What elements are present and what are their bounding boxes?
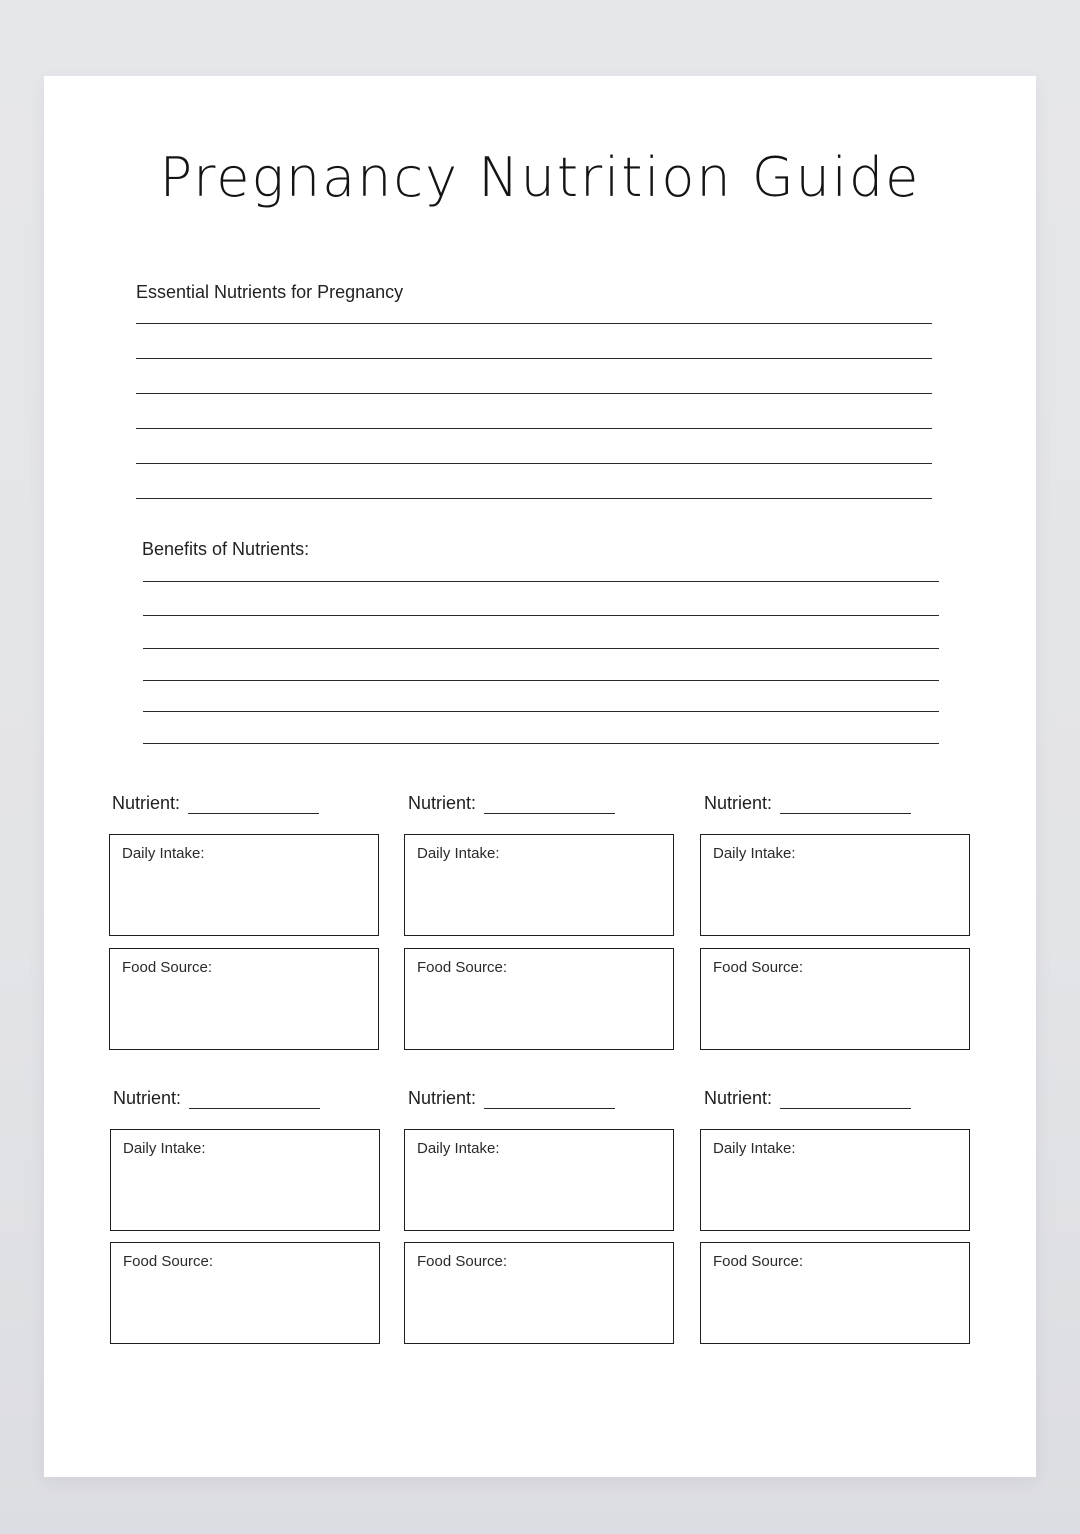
food-source-label: Food Source: <box>417 1253 508 1270</box>
essential-writing-line-3[interactable] <box>136 393 932 394</box>
benefits-label: Benefits of Nutrients: <box>142 539 310 559</box>
nutrient-name-blank[interactable] <box>189 1094 320 1109</box>
food-source-label: Food Source: <box>713 959 804 976</box>
food-source-box[interactable] <box>700 948 970 1050</box>
daily-intake-box[interactable] <box>109 834 379 936</box>
essential-writing-line-6[interactable] <box>136 498 932 499</box>
nutrient-label-text: Nutrient: <box>704 1088 773 1108</box>
essential-writing-line-1[interactable] <box>136 323 932 324</box>
nutrient-label <box>408 793 615 814</box>
daily-intake-box[interactable] <box>110 1129 380 1231</box>
nutrient-label-text: Nutrient: <box>113 1088 182 1108</box>
essential-nutrients-label: Essential Nutrients for Pregnancy <box>136 282 404 302</box>
nutrient-label-text: Nutrient: <box>408 793 477 813</box>
food-source-box[interactable] <box>109 948 379 1050</box>
nutrient-name-blank[interactable] <box>188 799 319 814</box>
food-source-box[interactable] <box>404 948 674 1050</box>
nutrient-label <box>704 793 911 814</box>
nutrient-label-text: Nutrient: <box>704 793 773 813</box>
daily-intake-label: Daily Intake: <box>713 845 796 862</box>
essential-writing-line-5[interactable] <box>136 463 932 464</box>
daily-intake-box[interactable] <box>700 834 970 936</box>
benefits-writing-line-6[interactable] <box>143 743 939 744</box>
nutrient-name-blank[interactable] <box>484 1094 615 1109</box>
daily-intake-label: Daily Intake: <box>417 845 500 862</box>
daily-intake-label: Daily Intake: <box>122 845 205 862</box>
nutrient-name-blank[interactable] <box>780 1094 911 1109</box>
nutrient-name-blank[interactable] <box>484 799 615 814</box>
benefits-writing-line-4[interactable] <box>143 680 939 681</box>
benefits-writing-line-2[interactable] <box>143 615 939 616</box>
food-source-box[interactable] <box>110 1242 380 1344</box>
food-source-box[interactable] <box>404 1242 674 1344</box>
food-source-label: Food Source: <box>713 1253 804 1270</box>
benefits-writing-line-3[interactable] <box>143 648 939 649</box>
nutrient-label-text: Nutrient: <box>112 793 181 813</box>
daily-intake-box[interactable] <box>404 1129 674 1231</box>
benefits-writing-line-1[interactable] <box>143 581 939 582</box>
nutrient-label-text: Nutrient: <box>408 1088 477 1108</box>
worksheet-page <box>44 76 1036 1477</box>
nutrient-label <box>408 1088 615 1109</box>
daily-intake-label: Daily Intake: <box>713 1140 796 1157</box>
nutrient-label <box>113 1088 320 1109</box>
page-title: Pregnancy Nutrition Guide <box>159 146 921 209</box>
nutrient-name-blank[interactable] <box>780 799 911 814</box>
essential-writing-line-2[interactable] <box>136 358 932 359</box>
nutrient-label <box>704 1088 911 1109</box>
daily-intake-label: Daily Intake: <box>123 1140 206 1157</box>
food-source-label: Food Source: <box>122 959 213 976</box>
food-source-label: Food Source: <box>123 1253 214 1270</box>
nutrient-label <box>112 793 319 814</box>
daily-intake-label: Daily Intake: <box>417 1140 500 1157</box>
benefits-writing-line-5[interactable] <box>143 711 939 712</box>
essential-writing-line-4[interactable] <box>136 428 932 429</box>
daily-intake-box[interactable] <box>700 1129 970 1231</box>
food-source-box[interactable] <box>700 1242 970 1344</box>
daily-intake-box[interactable] <box>404 834 674 936</box>
food-source-label: Food Source: <box>417 959 508 976</box>
